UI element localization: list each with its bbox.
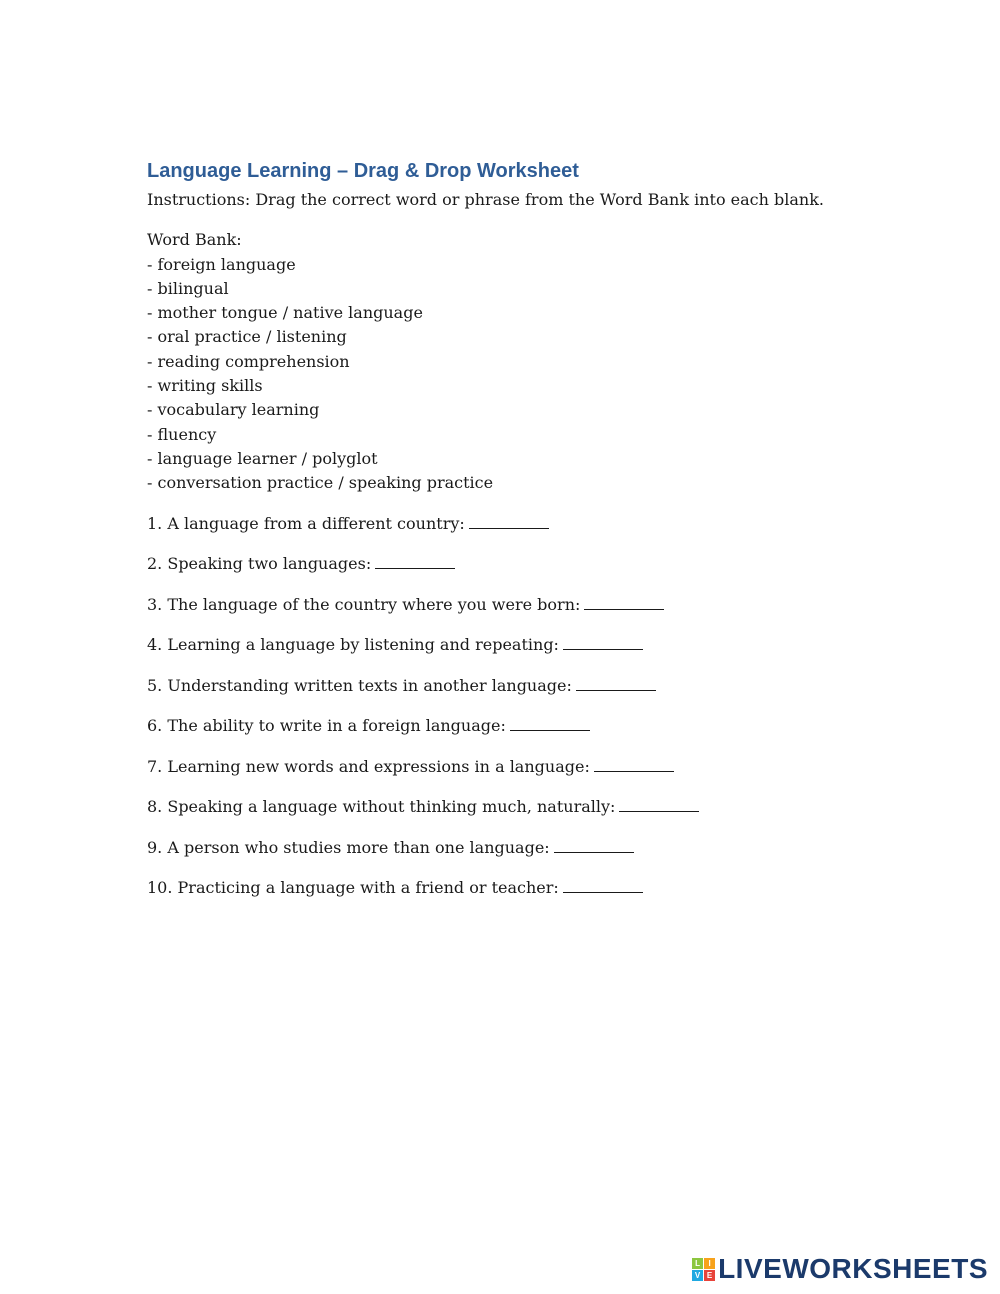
question-item (147, 552, 947, 593)
question-list (147, 512, 947, 917)
logo-tile: E (704, 1270, 715, 1281)
worksheet-title: Language Learning – Drag & Drop Worksheet (147, 160, 579, 182)
answer-blank[interactable] (469, 514, 549, 529)
question-text: 3. The language of the country where you were born: (147, 594, 581, 614)
question-item (147, 836, 947, 877)
answer-blank[interactable] (576, 676, 656, 691)
word-bank-item[interactable]: - foreign language (147, 254, 296, 274)
liveworksheets-logo[interactable] (692, 1254, 988, 1284)
word-bank-list (147, 253, 947, 496)
answer-blank[interactable] (584, 595, 664, 610)
liveworksheets-logo-icon (692, 1258, 715, 1281)
word-bank-item[interactable]: - conversation practice / speaking practice (147, 473, 494, 493)
question-text: 4. Learning a language by listening and repeating: (147, 635, 559, 655)
logo-text: LIVEWORKSHEETS (718, 1253, 988, 1284)
question-text: 7. Learning new words and expressions in a language: (147, 756, 590, 776)
question-item (147, 512, 947, 553)
logo-tile: L (692, 1258, 703, 1269)
word-bank-item[interactable]: - bilingual (147, 278, 229, 298)
instructions-text: Instructions: Drag the correct word or phrase from the Word Bank into each blank. (147, 190, 825, 209)
answer-blank[interactable] (510, 716, 590, 731)
word-bank-item[interactable]: - language learner / polyglot (147, 448, 378, 468)
word-bank-item[interactable]: - oral practice / listening (147, 327, 347, 347)
word-bank-item[interactable]: - vocabulary learning (147, 400, 320, 420)
logo-tile: V (692, 1270, 703, 1281)
question-text: 8. Speaking a language without thinking much, naturally: (147, 797, 616, 817)
question-text: 9. A person who studies more than one language: (147, 837, 550, 857)
question-text: 6. The ability to write in a foreign language: (147, 716, 506, 736)
question-item (147, 795, 947, 836)
word-bank-item[interactable]: - mother tongue / native language (147, 303, 423, 323)
question-text: 5. Understanding written texts in another language: (147, 675, 572, 695)
question-text: 10. Practicing a language with a friend or teacher: (147, 878, 559, 898)
answer-blank[interactable] (375, 554, 455, 569)
question-text: 2. Speaking two languages: (147, 554, 372, 574)
word-bank-title: Word Bank: (147, 230, 242, 250)
logo-tile: I (704, 1258, 715, 1269)
answer-blank[interactable] (563, 878, 643, 893)
answer-blank[interactable] (594, 757, 674, 772)
question-item (147, 633, 947, 674)
question-item (147, 593, 947, 634)
word-bank-item[interactable]: - writing skills (147, 376, 263, 396)
answer-blank[interactable] (563, 635, 643, 650)
question-item (147, 755, 947, 796)
answer-blank[interactable] (554, 838, 634, 853)
question-text: 1. A language from a different country: (147, 513, 465, 533)
question-item (147, 674, 947, 715)
worksheet (147, 158, 947, 917)
word-bank-item[interactable]: - reading comprehension (147, 351, 350, 371)
answer-blank[interactable] (619, 797, 699, 812)
question-item (147, 876, 947, 917)
word-bank-item[interactable]: - fluency (147, 424, 217, 444)
question-item (147, 714, 947, 755)
